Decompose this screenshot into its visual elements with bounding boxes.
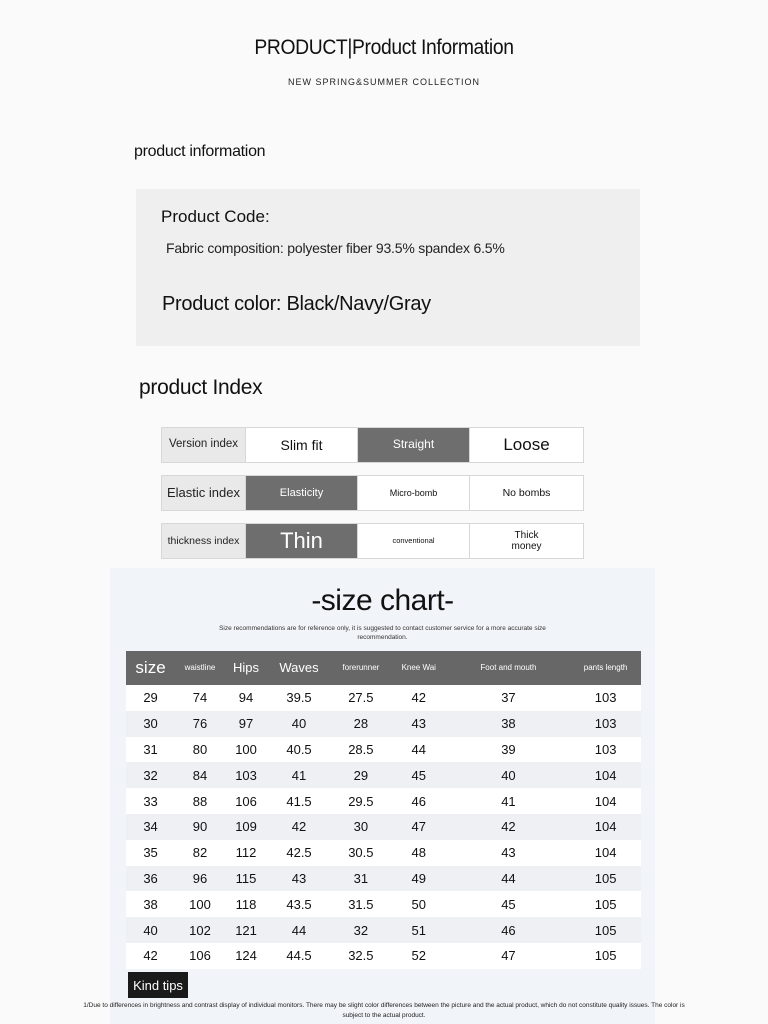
table-cell: 42 — [391, 685, 447, 711]
collection-subtitle: NEW SPRING&SUMMER COLLECTION — [287, 77, 481, 87]
table-cell: 106 — [225, 788, 267, 814]
table-cell: 105 — [570, 917, 641, 943]
table-cell: 41 — [267, 762, 331, 788]
option-micro-bomb: Micro-bomb — [357, 476, 469, 510]
table-cell: 80 — [175, 737, 225, 763]
table-cell: 48 — [391, 840, 447, 866]
table-cell: 43 — [267, 866, 331, 892]
version-index-row — [161, 427, 584, 463]
table-cell: 40 — [126, 917, 175, 943]
table-cell: 41.5 — [267, 788, 331, 814]
product-index-heading: product Index — [139, 376, 263, 399]
table-cell: 104 — [570, 814, 641, 840]
option-thick-money: Thick money — [469, 524, 583, 558]
table-cell: 105 — [570, 866, 641, 892]
table-cell: 32.5 — [331, 943, 391, 969]
table-cell: 124 — [225, 943, 267, 969]
kind-tips-label: Kind tips — [128, 972, 188, 998]
table-cell: 115 — [225, 866, 267, 892]
table-row — [126, 840, 641, 866]
table-cell: 38 — [126, 891, 175, 917]
table-cell: 40.5 — [267, 737, 331, 763]
table-cell: 41 — [447, 788, 570, 814]
table-cell: 44 — [267, 917, 331, 943]
table-cell: 47 — [447, 943, 570, 969]
table-cell: 31 — [126, 737, 175, 763]
table-cell: 45 — [447, 891, 570, 917]
table-cell: 47 — [391, 814, 447, 840]
table-cell: 76 — [175, 711, 225, 737]
product-code: Product Code: — [161, 207, 270, 226]
table-cell: 103 — [225, 762, 267, 788]
table-cell: 104 — [570, 762, 641, 788]
table-row — [126, 737, 641, 763]
table-cell: 96 — [175, 866, 225, 892]
table-cell: 42 — [447, 814, 570, 840]
thickness-index-label: thickness index — [162, 524, 245, 558]
table-cell: 118 — [225, 891, 267, 917]
table-cell: 90 — [175, 814, 225, 840]
option-slim-fit: Slim fit — [245, 428, 357, 462]
option-loose: Loose — [469, 428, 583, 462]
table-cell: 29 — [331, 762, 391, 788]
product-info-box — [136, 189, 640, 346]
table-cell: 30 — [126, 711, 175, 737]
size-chart-title: -size chart- — [311, 584, 454, 617]
size-chart-panel — [110, 568, 655, 1024]
table-cell: 88 — [175, 788, 225, 814]
table-cell: 97 — [225, 711, 267, 737]
option-no-bombs: No bombs — [469, 476, 583, 510]
option-elasticity: Elasticity — [245, 476, 357, 510]
version-index-label: Version index — [162, 428, 245, 462]
table-cell: 39.5 — [267, 685, 331, 711]
table-cell: 42 — [126, 943, 175, 969]
table-cell: 105 — [570, 891, 641, 917]
table-row — [126, 866, 641, 892]
table-cell: 94 — [225, 685, 267, 711]
table-cell: 46 — [447, 917, 570, 943]
table-cell: 30.5 — [331, 840, 391, 866]
product-color: Product color: Black/Navy/Gray — [162, 293, 431, 315]
table-cell: 43.5 — [267, 891, 331, 917]
table-cell: 43 — [391, 711, 447, 737]
header-forerunner: forerunner — [331, 651, 391, 685]
table-cell: 39 — [447, 737, 570, 763]
table-cell: 103 — [570, 711, 641, 737]
size-chart-note: Size recommendations are for reference only, it is suggested to contact customer service for a more accurate size recommendation. — [219, 625, 546, 642]
table-cell: 32 — [126, 762, 175, 788]
table-cell: 104 — [570, 840, 641, 866]
table-cell: 103 — [570, 685, 641, 711]
table-cell: 104 — [570, 788, 641, 814]
table-cell: 28 — [331, 711, 391, 737]
table-cell: 35 — [126, 840, 175, 866]
page-title: PRODUCT|Product Information — [254, 36, 514, 59]
elastic-index-label: Elastic index — [162, 476, 245, 510]
table-cell: 38 — [447, 711, 570, 737]
table-cell: 102 — [175, 917, 225, 943]
table-cell: 36 — [126, 866, 175, 892]
table-cell: 43 — [447, 840, 570, 866]
header-size: size — [126, 651, 175, 685]
table-cell: 100 — [175, 891, 225, 917]
table-cell: 121 — [225, 917, 267, 943]
option-thin: Thin — [245, 524, 357, 558]
kind-tips-text: 1/Due to differences in brightness and contrast display of individual monitors. There may be slight color differences between the picture and the actual product, which do not constitute quality issues. The color is subject to the actual product. — [83, 1002, 685, 1019]
table-row — [126, 711, 641, 737]
table-cell: 82 — [175, 840, 225, 866]
table-cell: 34 — [126, 814, 175, 840]
table-cell: 46 — [391, 788, 447, 814]
table-cell: 100 — [225, 737, 267, 763]
product-information-heading: product information — [134, 143, 266, 160]
table-cell: 106 — [175, 943, 225, 969]
table-cell: 112 — [225, 840, 267, 866]
table-cell: 32 — [331, 917, 391, 943]
header-knee: Knee Wai — [391, 651, 447, 685]
table-cell: 49 — [391, 866, 447, 892]
table-cell: 29 — [126, 685, 175, 711]
table-row — [126, 943, 641, 969]
table-row — [126, 685, 641, 711]
option-straight: Straight — [357, 428, 469, 462]
header-hips: Hips — [225, 651, 267, 685]
table-cell: 52 — [391, 943, 447, 969]
header-foot-mouth: Foot and mouth — [447, 651, 570, 685]
fabric-composition: Fabric composition: polyester fiber 93.5% spandex 6.5% — [166, 240, 505, 256]
table-cell: 31.5 — [331, 891, 391, 917]
table-cell: 109 — [225, 814, 267, 840]
thickness-index-row — [161, 523, 584, 559]
table-row — [126, 814, 641, 840]
table-cell: 44.5 — [267, 943, 331, 969]
table-row — [126, 788, 641, 814]
size-table — [126, 651, 641, 969]
header-waistline: waistline — [175, 651, 225, 685]
table-cell: 105 — [570, 943, 641, 969]
table-cell: 28.5 — [331, 737, 391, 763]
header-waves: Waves — [267, 651, 331, 685]
table-row — [126, 917, 641, 943]
table-cell: 40 — [447, 762, 570, 788]
table-cell: 42 — [267, 814, 331, 840]
table-cell: 33 — [126, 788, 175, 814]
header-pants-length: pants length — [570, 651, 641, 685]
table-cell: 44 — [447, 866, 570, 892]
table-row — [126, 762, 641, 788]
table-cell: 50 — [391, 891, 447, 917]
table-cell: 30 — [331, 814, 391, 840]
option-conventional: conventional — [357, 524, 469, 558]
table-cell: 103 — [570, 737, 641, 763]
elastic-index-row — [161, 475, 584, 511]
size-table-header — [126, 651, 641, 685]
table-cell: 51 — [391, 917, 447, 943]
table-row — [126, 891, 641, 917]
table-cell: 37 — [447, 685, 570, 711]
table-cell: 45 — [391, 762, 447, 788]
table-cell: 42.5 — [267, 840, 331, 866]
table-cell: 29.5 — [331, 788, 391, 814]
table-cell: 44 — [391, 737, 447, 763]
table-cell: 31 — [331, 866, 391, 892]
table-cell: 84 — [175, 762, 225, 788]
table-cell: 27.5 — [331, 685, 391, 711]
table-cell: 74 — [175, 685, 225, 711]
table-cell: 40 — [267, 711, 331, 737]
